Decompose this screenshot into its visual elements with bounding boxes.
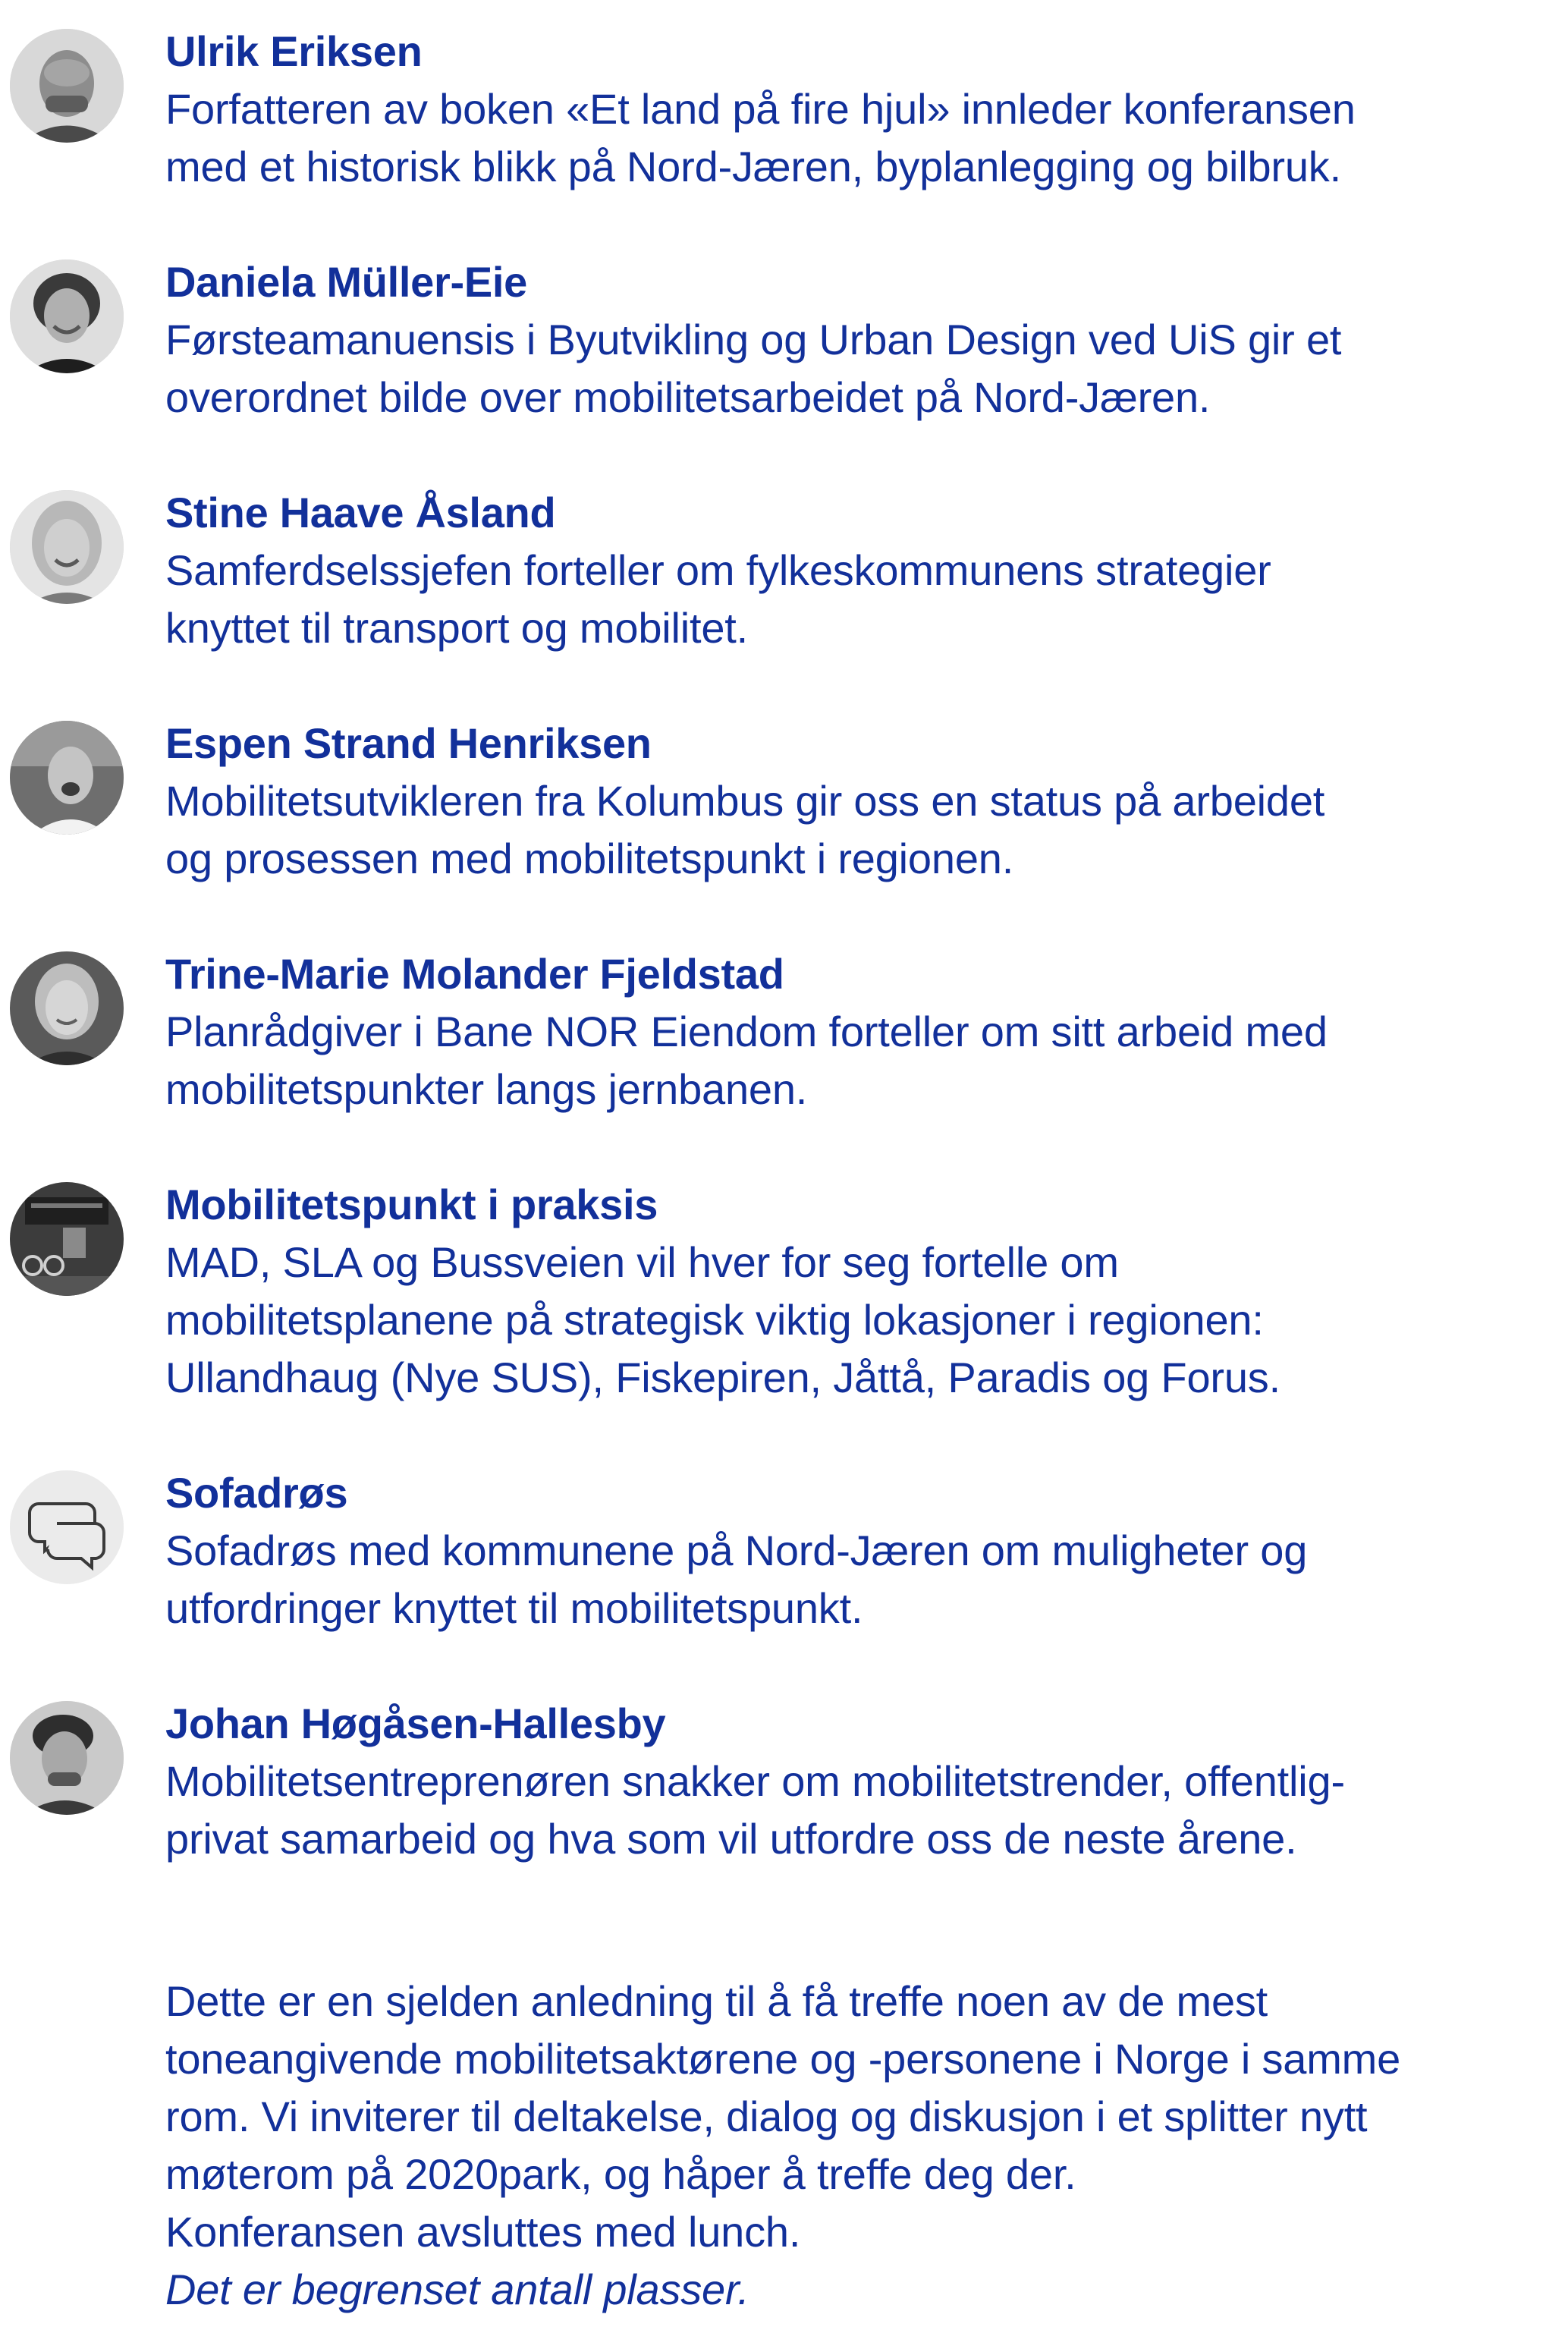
speaker-name: Johan Høgåsen-Hallesby	[165, 1700, 666, 1747]
closing-text	[165, 1973, 1561, 2319]
speaker-description: Planrådgiver i Bane NOR Eiendom forteller om sitt arbeid med mobilitetspunkter langs jernbanen.	[165, 1008, 1328, 1113]
speaker-name: Daniela Müller-Eie	[165, 258, 527, 306]
speaker-description: Forfatteren av boken «Et land på fire hjul» innleder konferansen med et historisk blikk på Nord-Jæren, byplanlegging og bilbruk.	[165, 85, 1356, 190]
person-photo-icon	[10, 259, 124, 373]
speaker-name: Trine-Marie Molander Fjeldstad	[165, 950, 784, 998]
speaker-name: Ulrik Eriksen	[165, 27, 423, 75]
topic-description: MAD, SLA og Bussveien vil hver for seg fortelle om mobilitetsplanene på strategisk viktig lokasjoner i regionen: Ullandhaug (Nye SUS), Fiskepiren, Jåttå, Paradis og Forus.	[165, 1238, 1280, 1401]
bicycle-station-photo-icon	[10, 1182, 124, 1296]
speaker-description: Mobilitetsentreprenøren snakker om mobilitetstrender, offentlig- privat samarbeid og hva som vil utfordre oss de neste årene.	[165, 1757, 1345, 1863]
speaker-name: Stine Haave Åsland	[165, 489, 556, 536]
topic-title: Mobilitetspunkt i praksis	[165, 1181, 658, 1228]
person-photo-icon	[10, 29, 124, 143]
chat-bubbles-icon	[10, 1470, 124, 1584]
person-photo-icon	[10, 951, 124, 1065]
closing-intro: Dette er en sjelden anledning til å få treffe noen av de mest toneangivende mobilitetsaktørene og -personene i Norge i samme rom. Vi inviterer til deltakelse, dialog og diskusjon i et splitter nytt møterom på 2020park, og håper å treffe deg der.	[165, 1977, 1401, 2198]
person-photo-icon	[10, 1701, 124, 1815]
closing-lunch: Konferansen avsluttes med lunch.	[165, 2208, 801, 2256]
speaker-name: Espen Strand Henriksen	[165, 719, 652, 767]
topic-title: Sofadrøs	[165, 1469, 348, 1517]
person-photo-icon	[10, 490, 124, 604]
speaker-description: Mobilitetsutvikleren fra Kolumbus gir oss en status på arbeidet og prosessen med mobilitetspunkt i regionen.	[165, 777, 1325, 882]
closing-limited-seats: Det er begrenset antall plasser.	[165, 2266, 749, 2313]
person-photo-icon	[10, 721, 124, 835]
topic-description: Sofadrøs med kommunene på Nord-Jæren om muligheter og utfordringer knyttet til mobilitetspunkt.	[165, 1527, 1308, 1632]
speaker-description: Samferdselssjefen forteller om fylkeskommunens strategier knyttet til transport og mobilitet.	[165, 546, 1271, 652]
speaker-description: Førsteamanuensis i Byutvikling og Urban Design ved UiS gir et overordnet bilde over mobilitetsarbeidet på Nord-Jæren.	[165, 316, 1342, 421]
